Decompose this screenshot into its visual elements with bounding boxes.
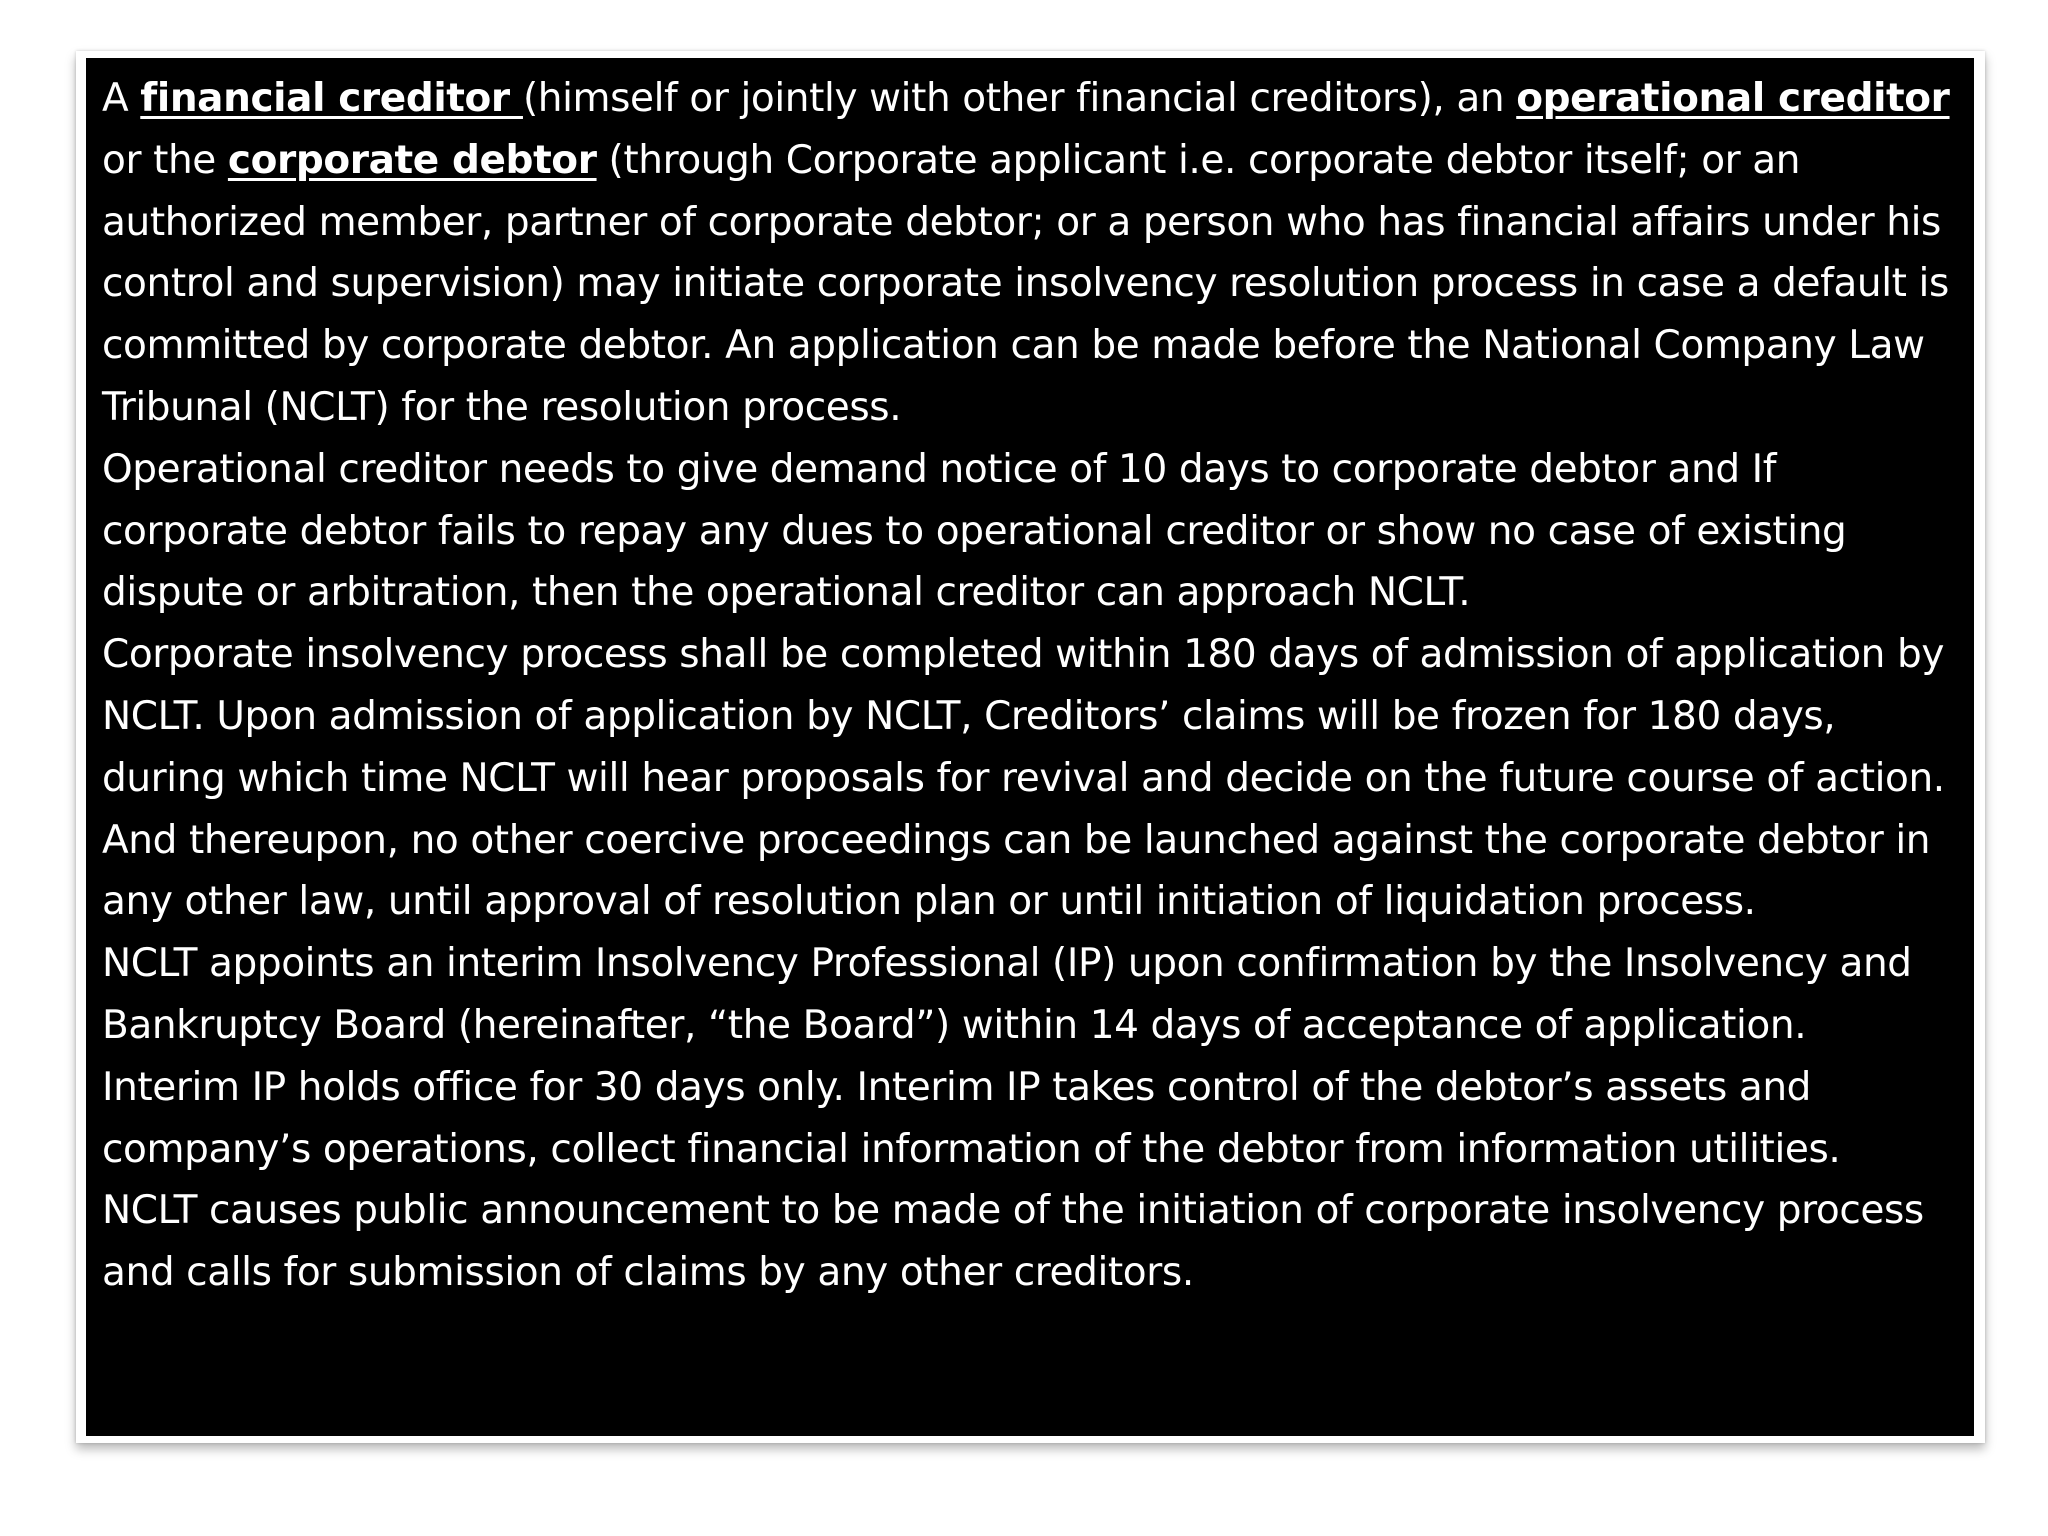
slide-body-text bbox=[102, 68, 1954, 1304]
paragraph-timeline bbox=[102, 624, 1954, 933]
term-financial-creditor: financial creditor bbox=[140, 76, 523, 121]
text-run: A bbox=[102, 76, 141, 121]
text-panel bbox=[86, 58, 1974, 1436]
paragraph-public-announcement bbox=[102, 1180, 1954, 1304]
text-run: or the bbox=[102, 137, 228, 183]
text-run: (through Corporate applicant i.e. corporate debtor itself; or an authorized member, partner of corporate debtor; or a person who has financial affairs under his control and supervision) may initiate corporate insolvency resolution process in case a default is committed by corporate debtor. An application can be made before the National Company Law Tribunal (NCLT) for the resolution process. bbox=[102, 137, 1949, 430]
text-run: (himself or jointly with other financial creditors), an bbox=[522, 76, 1517, 121]
text-run: NCLT causes public announcement to be made of the initiation of corporate insolvency process and calls for submission of claims by any other creditors. bbox=[102, 1188, 1924, 1296]
term-corporate-debtor: corporate debtor bbox=[227, 137, 597, 183]
paragraph-demand-notice bbox=[102, 439, 1954, 624]
paragraph-interim-ip bbox=[102, 933, 1954, 1180]
text-run: Corporate insolvency process shall be completed within 180 days of admission of application by NCLT. Upon admission of application by NCLT, Creditors’ claims will be frozen for 180 days, during which time NCLT will hear proposals for revival and decide on the future course of action. And thereupon, no other coercive proceedings can be launched against the corporate debtor in any other law, until approval of resolution plan or until initiation of liquidation process. bbox=[102, 632, 1945, 925]
text-run: NCLT appoints an interim Insolvency Professional (IP) upon confirmation by the Insolvency and Bankruptcy Board (hereinafter, “the Board”) within 14 days of acceptance of application. Interim IP holds office for 30 days only. Interim IP takes control of the debtor’s assets and company’s operations, collect financial information of the debtor from information utilities. bbox=[102, 941, 1912, 1172]
term-operational-creditor: operational creditor bbox=[1516, 76, 1950, 121]
paragraph-initiation bbox=[102, 68, 1954, 439]
text-run: Operational creditor needs to give demand notice of 10 days to corporate debtor and If corporate debtor fails to repay any dues to operational creditor or show no case of existing dispute or arbitration, then the operational creditor can approach NCLT. bbox=[102, 446, 1847, 616]
